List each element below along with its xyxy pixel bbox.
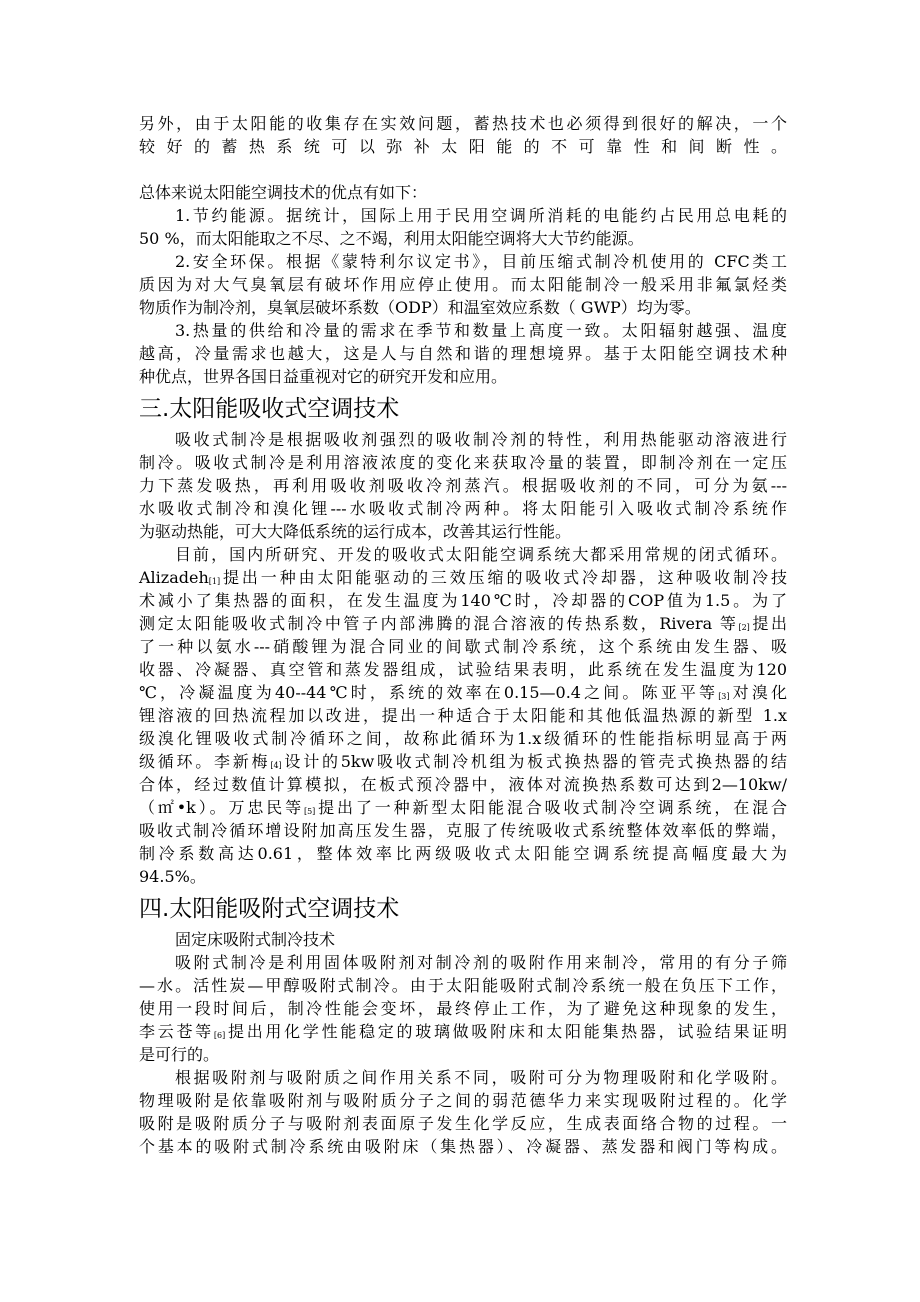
text-line: 另外，由于太阳能的收集存在实效问题，蓄热技术也必须得到很好的解决，一个 xyxy=(139,114,787,133)
text-line: 根据吸附剂与吸附质之间作用关系不同，吸附可分为物理吸附和化学吸附。 xyxy=(175,1068,787,1087)
text-span: 级循环。李新梅 xyxy=(139,752,271,771)
text-span: 提出了一种新型太阳能混合吸收式制冷空调系统，在混合 xyxy=(315,798,787,817)
citation-ref: [2] xyxy=(738,623,750,632)
text-line: 为驱动热能，可大大降低系统的运行成本，改善其运行性能。 xyxy=(139,522,572,541)
text-line: 1.节约能源。据统计，国际上用于民用空调所消耗的电能约占民用总电耗的 xyxy=(175,206,787,225)
text-line: 锂溶液的回热流程加以改进，提出一种适合于太阳能和其他低温热源的新型 1.x xyxy=(139,706,787,725)
text-line: 术减小了集热器的面积，在发生温度为140℃时，冷却器的COP值为1.5。为了 xyxy=(139,591,787,610)
citation-ref: [6] xyxy=(213,1031,226,1040)
text-line: 制冷系数高达0.61，整体效率比两级吸收式太阳能空调系统提高幅度最大为 xyxy=(139,844,787,863)
subsection-title: 固定床吸附式制冷技术 xyxy=(175,930,336,949)
text-span: 提出 xyxy=(749,614,787,633)
text-line: 合体，经过数值计算模拟，在板式预冷器中，液体对流换热系数可达到2—10kw/ xyxy=(139,775,787,794)
section4-paragraph-1 xyxy=(139,951,787,1066)
text-line: 水吸收式制冷和溴化锂---水吸收式制冷两种。将太阳能引入吸收式制冷系统作 xyxy=(139,499,787,518)
text-span: （㎡•k）。万忠民等 xyxy=(139,798,304,817)
text-line: 50 %，而太阳能取之不尽、之不竭，利用太阳能空调将大大节约能源。 xyxy=(139,229,644,248)
text-line: 3.热量的供给和冷量的需求在季节和数量上高度一致。太阳辐射越强、温度 xyxy=(175,321,787,340)
text-line: 力下蒸发吸热，再利用吸收剂吸收冷剂蒸汽。根据吸收剂的不同，可分为氨--- xyxy=(139,476,787,495)
text-line xyxy=(139,750,787,773)
text-line xyxy=(139,1020,787,1043)
text-line: 级溴化锂吸收式制冷循环之间，故称此循环为1.x级循环的性能指标明显高于两 xyxy=(139,729,787,748)
citation-ref: [5] xyxy=(303,807,316,816)
text-line: 是可行的。 xyxy=(139,1045,220,1064)
text-span: 对溴化 xyxy=(729,683,787,702)
text-line: 目前，国内所研究、开发的吸收式太阳能空调系统大都采用常规的闭式循环。 xyxy=(175,545,787,564)
citation-ref: [1] xyxy=(208,577,221,586)
text-line: 种优点，世界各国日益重视对它的研究开发和应用。 xyxy=(139,367,508,386)
paragraph-gap xyxy=(139,158,787,181)
text-span: 李云苍等 xyxy=(139,1022,214,1041)
section3-paragraph-2 xyxy=(139,543,787,888)
text-line: 个基本的吸附式制冷系统由吸附床（集热器）、冷凝器、蒸发器和阀门等构成。 xyxy=(139,1137,787,1156)
text-line: 收器、冷凝器、真空管和蒸发器组成，试验结果表明，此系统在发生温度为120 xyxy=(139,660,787,679)
advantages-lead: 总体来说太阳能空调技术的优点有如下： xyxy=(139,183,428,202)
citation-ref: [3] xyxy=(718,692,730,701)
text-span: Alizadeh xyxy=(139,568,209,587)
text-line: 使用一段时间后，制冷性能会变坏，最终停止工作，为了避免这种现象的发生， xyxy=(139,999,787,1018)
section3-paragraph-1 xyxy=(139,428,787,543)
text-span: 设计的5kw吸收式制冷机组为板式换热器的管壳式换热器的结 xyxy=(281,752,787,771)
section-heading: 四.太阳能吸附式空调技术 xyxy=(139,896,400,922)
advantages-block xyxy=(139,181,787,388)
text-line: 物质作为制冷剂，臭氧层破坏系数（ODP）和温室效应系数（ GWP）均为零。 xyxy=(139,298,701,317)
text-line: 了一种以氨水---硝酸锂为混合同业的间歇式制冷系统，这个系统由发生器、吸 xyxy=(139,637,787,656)
text-line xyxy=(139,612,787,635)
text-line: —水。活性炭—甲醇吸附式制冷。由于太阳能吸附式制冷系统一般在负压下工作， xyxy=(139,976,787,995)
text-line: 吸收式制冷是根据吸收剂强烈的吸收制冷剂的特性，利用热能驱动溶液进行 xyxy=(175,430,787,449)
citation-ref: [4] xyxy=(270,761,282,770)
text-line: 较好的蓄热系统可以弥补太阳能的不可靠性和间断性。 xyxy=(139,137,787,156)
text-line: 吸附是吸附质分子与吸附剂表面原子发生化学反应，生成表面络合物的过程。一 xyxy=(139,1114,787,1133)
text-line: 94.5%。 xyxy=(139,867,206,886)
text-line: 吸附式制冷是利用固体吸附剂对制冷剂的吸附作用来制冷，常用的有分子筛 xyxy=(175,953,787,972)
text-line xyxy=(139,796,787,819)
text-line xyxy=(139,681,787,704)
text-line: 越高，冷量需求也越大，这是人与自然和谐的理想境界。基于太阳能空调技术种 xyxy=(139,344,787,363)
section4-paragraph-2 xyxy=(139,1066,787,1158)
text-line: 2.安全环保。根据《蒙特利尔议定书》，目前压缩式制冷机使用的 CFC类工 xyxy=(175,252,787,271)
text-span: ℃，冷凝温度为40--44℃时，系统的效率在0.15—0.4之间。陈亚平等 xyxy=(139,683,719,702)
text-span: 提出用化学性能稳定的玻璃做吸附床和太阳能集热器，试验结果证明 xyxy=(225,1022,787,1041)
text-line xyxy=(139,566,787,589)
intro-paragraph xyxy=(139,112,787,158)
text-line: 物理吸附是依靠吸附剂与吸附质分子之间的弱范德华力来实现吸附过程的。化学 xyxy=(139,1091,787,1110)
text-line: 质因为对大气臭氧层有破坏作用应停止使用。而太阳能制冷一般采用非氟氯烃类 xyxy=(139,275,787,294)
text-span: 提出一种由太阳能驱动的三效压缩的吸收式冷却器，这种吸收制冷技 xyxy=(220,568,787,587)
document-page xyxy=(139,112,787,1158)
text-line: 制冷。吸收式制冷是利用溶液浓度的变化来获取冷量的装置，即制冷剂在一定压 xyxy=(139,453,787,472)
text-span: 测定太阳能吸收式制冷中管子内部沸腾的混合溶液的传热系数，Rivera 等 xyxy=(139,614,739,633)
text-line: 吸收式制冷循环增设附加高压发生器，克服了传统吸收式系统整体效率低的弊端， xyxy=(139,821,787,840)
section-heading: 三.太阳能吸收式空调技术 xyxy=(139,396,400,422)
